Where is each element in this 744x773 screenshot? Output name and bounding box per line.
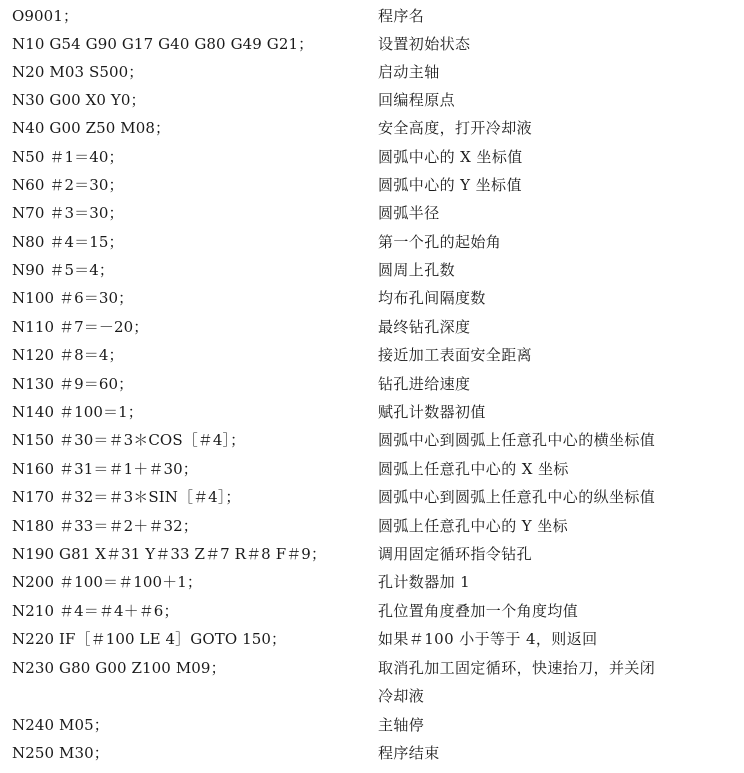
line-comment: 圆弧半径 [378,204,440,222]
line-code: N190 G81 X＃31 Y＃33 Z＃7 R＃8 F＃9； [12,545,327,563]
line-code: N10 G54 G90 G17 G40 G80 G49 G21； [12,35,314,53]
line-code: N50 ＃1＝40； [12,148,124,166]
program-line [0,284,744,312]
line-code: N20 M03 S500； [12,63,144,81]
program-line [0,370,744,398]
line-code: N140 ＃100＝1； [12,403,143,421]
line-code: N100 ＃6＝30； [12,289,134,307]
program-line [0,426,744,454]
program-line [0,2,744,30]
line-code: N90 ＃5＝4； [12,261,114,279]
line-code: N210 ＃4＝＃4＋＃6； [12,602,179,620]
line-code: N130 ＃9＝60； [12,375,134,393]
line-code: N120 ＃8＝4； [12,346,124,364]
program-line [0,199,744,227]
program-line [0,568,744,596]
line-comment: 圆弧中心的 X 坐标值 [378,148,523,166]
line-code: N180 ＃33＝＃2＋＃32； [12,517,198,535]
program-line [0,540,744,568]
program-line-continuation [0,682,744,710]
line-comment: 程序结束 [378,744,440,762]
line-comment: 设置初始状态 [378,35,471,53]
line-comment: 程序名 [378,7,425,25]
line-code: N30 G00 X0 Y0； [12,91,146,109]
line-code: N170 ＃32＝＃3＊SIN［＃4］； [12,488,241,506]
line-code: N200 ＃100＝＃100＋1； [12,573,203,591]
line-comment: 启动主轴 [378,63,440,81]
line-code: N150 ＃30＝＃3＊COS［＃4］； [12,431,246,449]
program-line [0,256,744,284]
program-line [0,597,744,625]
program-line [0,654,744,682]
line-comment: 取消孔加工固定循环，快速抬刀，并关闭 [378,659,656,677]
line-comment: 圆弧中心到圆弧上任意孔中心的纵坐标值 [378,488,656,506]
program-line [0,398,744,426]
program-line [0,483,744,511]
line-comment: 回编程原点 [378,91,456,109]
line-comment: 安全高度，打开冷却液 [378,119,533,137]
line-comment: 圆弧上任意孔中心的 X 坐标 [378,460,569,478]
line-comment: 最终钻孔深度 [378,318,471,336]
line-comment: 如果＃100 小于等于 4，则返回 [378,630,598,648]
line-code: N220 IF［＃100 LE 4］GOTO 150； [12,630,287,648]
line-comment: 圆弧中心到圆弧上任意孔中心的横坐标值 [378,431,656,449]
line-code: N70 ＃3＝30； [12,204,124,222]
line-code: N60 ＃2＝30； [12,176,124,194]
line-comment: 赋孔计数器初值 [378,403,486,421]
program-line [0,171,744,199]
line-code: N160 ＃31＝＃1＋＃30； [12,460,198,478]
line-comment: 孔位置角度叠加一个角度均值 [378,602,579,620]
line-comment: 圆周上孔数 [378,261,456,279]
line-comment: 第一个孔的起始角 [378,233,502,251]
line-code: N110 ＃7＝－20； [12,318,149,336]
line-code: N40 G00 Z50 M08； [12,119,171,137]
line-comment: 调用固定循环指令钻孔 [378,545,533,563]
program-line [0,86,744,114]
line-code: N230 G80 G00 Z100 M09； [12,659,226,677]
line-code: N240 M05； [12,716,109,734]
program-line [0,228,744,256]
program-line [0,58,744,86]
program-line [0,711,744,739]
line-code: N250 M30； [12,744,109,762]
program-line [0,313,744,341]
line-code: N80 ＃4＝15； [12,233,124,251]
line-comment: 圆弧中心的 Y 坐标值 [378,176,522,194]
line-comment: 钻孔进给速度 [378,375,471,393]
line-comment: 孔计数器加 1 [378,573,471,591]
program-line [0,455,744,483]
line-comment: 主轴停 [378,716,425,734]
line-code: O9001； [12,7,79,25]
program-line [0,30,744,58]
program-line [0,143,744,171]
line-comment: 圆弧上任意孔中心的 Y 坐标 [378,517,569,535]
line-comment: 冷却液 [378,687,425,705]
program-line [0,625,744,653]
program-line [0,512,744,540]
line-comment: 接近加工表面安全距离 [378,346,533,364]
program-line [0,114,744,142]
program-line [0,341,744,369]
program-line [0,739,744,767]
line-comment: 均布孔间隔度数 [378,289,486,307]
